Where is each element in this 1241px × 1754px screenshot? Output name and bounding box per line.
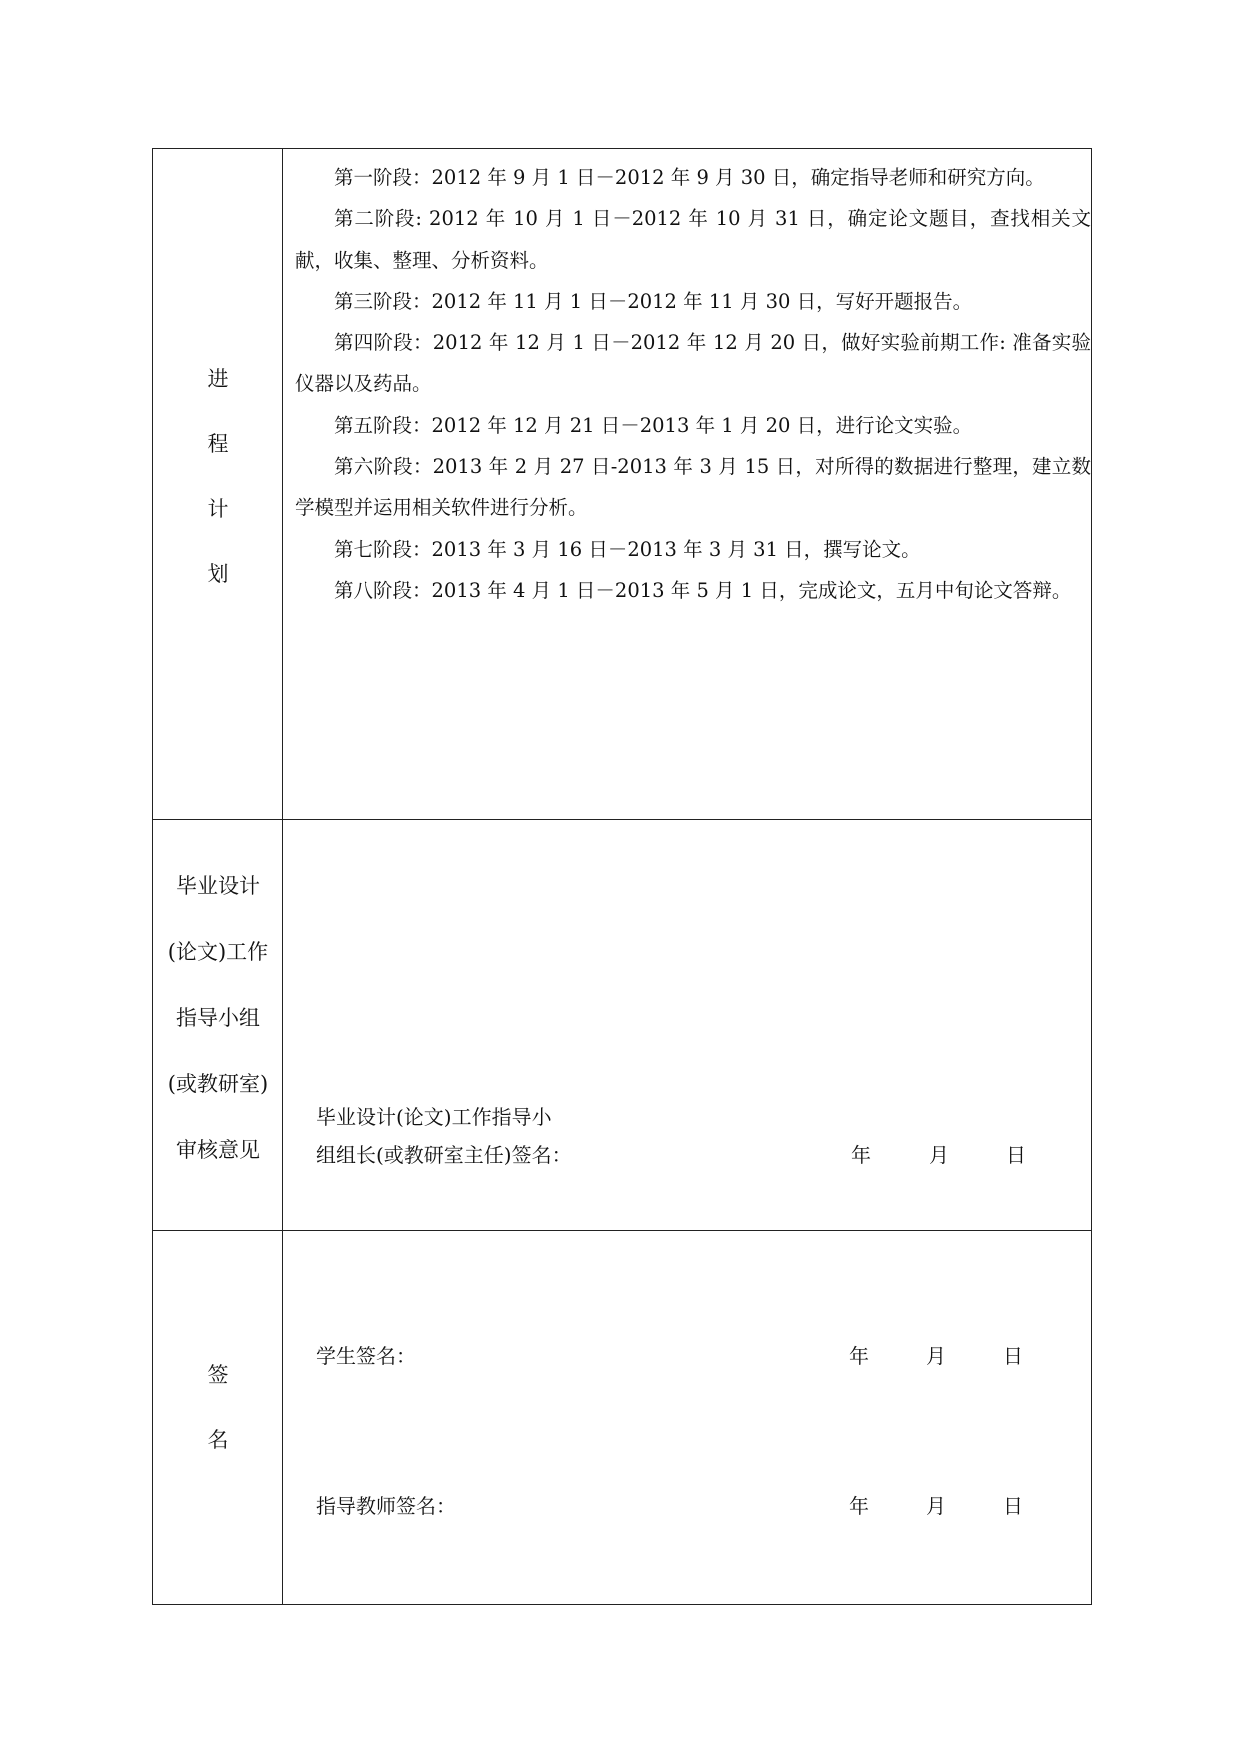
plan-row bbox=[153, 149, 1091, 820]
teacher-signature-label: 指导教师签名： bbox=[316, 1494, 456, 1518]
group-leader-signature-label-line1: 毕业设计(论文)工作指导小 bbox=[316, 1105, 552, 1129]
plan-stage: 第三阶段：2012 年 11 月 1 日－2012 年 11 月 30 日，写好开题报告。 bbox=[334, 289, 973, 313]
review-date-day: 日 bbox=[1006, 1143, 1026, 1167]
group-leader-signature-label-line2: 组组长(或教研室主任)签名： bbox=[316, 1143, 572, 1167]
student-date-month: 月 bbox=[926, 1344, 946, 1368]
student-date-year: 年 bbox=[849, 1344, 869, 1368]
teacher-date-day: 日 bbox=[1003, 1494, 1023, 1518]
review-content-cell bbox=[283, 820, 1091, 1230]
review-row bbox=[153, 820, 1091, 1231]
review-date-year: 年 bbox=[851, 1143, 871, 1167]
review-label-cell bbox=[153, 820, 283, 1230]
plan-stage: 第七阶段：2013 年 3 月 16 日－2013 年 3 月 31 日，撰写论文。 bbox=[334, 537, 921, 561]
review-label-line: (论文)工作 bbox=[167, 940, 269, 964]
review-date-month: 月 bbox=[929, 1143, 949, 1167]
review-label-line: (或教研室) bbox=[167, 1072, 269, 1096]
sign-label-char: 名 bbox=[207, 1428, 229, 1452]
review-label-line: 审核意见 bbox=[176, 1138, 260, 1162]
plan-stage: 第六阶段：2013 年 2 月 27 日-2013 年 3 月 15 日，对所得的数据进行整理，建立数学模型并运用相关软件进行分析。 bbox=[295, 455, 1091, 520]
form-table bbox=[152, 148, 1092, 1605]
plan-stage: 第八阶段：2013 年 4 月 1 日－2013 年 5 月 1 日，完成论文，五月中旬论文答辩。 bbox=[334, 578, 1072, 602]
plan-stage: 第一阶段：2012 年 9 月 1 日－2012 年 9 月 30 日，确定指导老师和研究方向。 bbox=[334, 166, 1045, 189]
sign-row bbox=[153, 1231, 1091, 1604]
student-signature-label: 学生签名： bbox=[316, 1344, 416, 1368]
sign-content-cell bbox=[283, 1231, 1091, 1604]
teacher-date-month: 月 bbox=[926, 1494, 946, 1518]
plan-label-char: 程 bbox=[207, 432, 229, 456]
plan-label-cell bbox=[153, 149, 283, 819]
plan-content-cell bbox=[283, 149, 1091, 819]
plan-label-char: 进 bbox=[207, 367, 229, 391]
sign-label-cell bbox=[153, 1231, 283, 1604]
review-label-line: 指导小组 bbox=[176, 1006, 260, 1030]
review-label-line: 毕业设计 bbox=[176, 874, 260, 898]
sign-label-char: 签 bbox=[207, 1363, 229, 1387]
plan-label-char: 计 bbox=[207, 497, 229, 521]
plan-stage: 第四阶段：2012 年 12 月 1 日－2012 年 12 月 20 日，做好实验前期工作: 准备实验仪器以及药品。 bbox=[295, 331, 1091, 396]
plan-stage: 第二阶段: 2012 年 10 月 1 日－2012 年 10 月 31 日，确定论文题目，查找相关文献，收集、整理、分析资料。 bbox=[295, 207, 1091, 272]
plan-stage: 第五阶段：2012 年 12 月 21 日－2013 年 1 月 20 日，进行论文实验。 bbox=[334, 413, 973, 437]
plan-label-char: 划 bbox=[207, 562, 229, 586]
student-date-day: 日 bbox=[1003, 1344, 1023, 1368]
plan-stages bbox=[295, 157, 1091, 611]
teacher-date-year: 年 bbox=[849, 1494, 869, 1518]
